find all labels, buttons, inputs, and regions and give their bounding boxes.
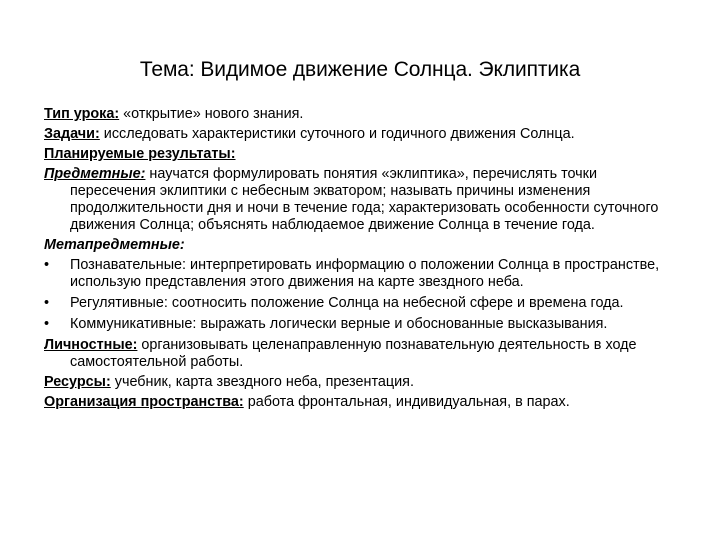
bullet-icon: • (44, 295, 50, 311)
planned-results-label: Планируемые результаты: (44, 146, 236, 162)
subject-results-paragraph (44, 166, 684, 234)
personal-results-text: организовывать целенаправленную познавательную деятельность в ходе самостоятельной работы. (70, 337, 637, 370)
bullet-icon: • (44, 316, 50, 332)
slide-content (44, 106, 684, 414)
lesson-type-paragraph (44, 106, 684, 123)
meta-item-communicative-text: Коммуникативные: выражать логически верные и обоснованные высказывания. (70, 316, 608, 332)
meta-results-heading: Метапредметные: (44, 237, 185, 253)
space-org-text: работа фронтальная, индивидуальная, в парах. (243, 394, 570, 410)
meta-item-regulatory (44, 295, 684, 312)
resources-label: Ресурсы: (44, 374, 111, 390)
bullet-icon: • (44, 257, 50, 273)
meta-item-cognitive (44, 257, 684, 291)
space-org-paragraph (44, 394, 684, 411)
meta-item-regulatory-text: Регулятивные: соотносить положение Солнца на небесной сфере и времена года. (70, 295, 624, 311)
personal-results-paragraph (44, 337, 684, 371)
resources-paragraph (44, 374, 684, 391)
resources-text: учебник, карта звездного неба, презентация. (110, 374, 414, 390)
personal-results-label: Личностные: (44, 337, 138, 353)
meta-item-communicative (44, 316, 684, 333)
tasks-paragraph (44, 126, 684, 143)
tasks-text: исследовать характеристики суточного и годичного движения Солнца. (99, 126, 575, 142)
subject-results-text: научатся формулировать понятия «эклиптика», перечислять точки пересечения эклиптики с небесным экватором; называть причины изменения продолжительности дня и ночи в течение года; характеризовать особенности суточного движения Солнца; объяснять наблюдаемое движение Солнца в течение года. (70, 166, 659, 233)
lesson-type-text: «открытие» нового знания. (119, 106, 304, 122)
lesson-type-label: Тип урока: (44, 106, 120, 122)
planned-results-paragraph (44, 146, 684, 163)
meta-item-cognitive-text: Познавательные: интерпретировать информацию о положении Солнца в пространстве, использую представления этого движения на карте звездного неба. (70, 257, 660, 290)
tasks-label: Задачи: (44, 126, 100, 142)
subject-results-label: Предметные: (44, 166, 146, 182)
slide-title: Тема: Видимое движение Солнца. Эклиптика (139, 58, 581, 81)
space-org-label: Организация пространства: (44, 394, 244, 410)
